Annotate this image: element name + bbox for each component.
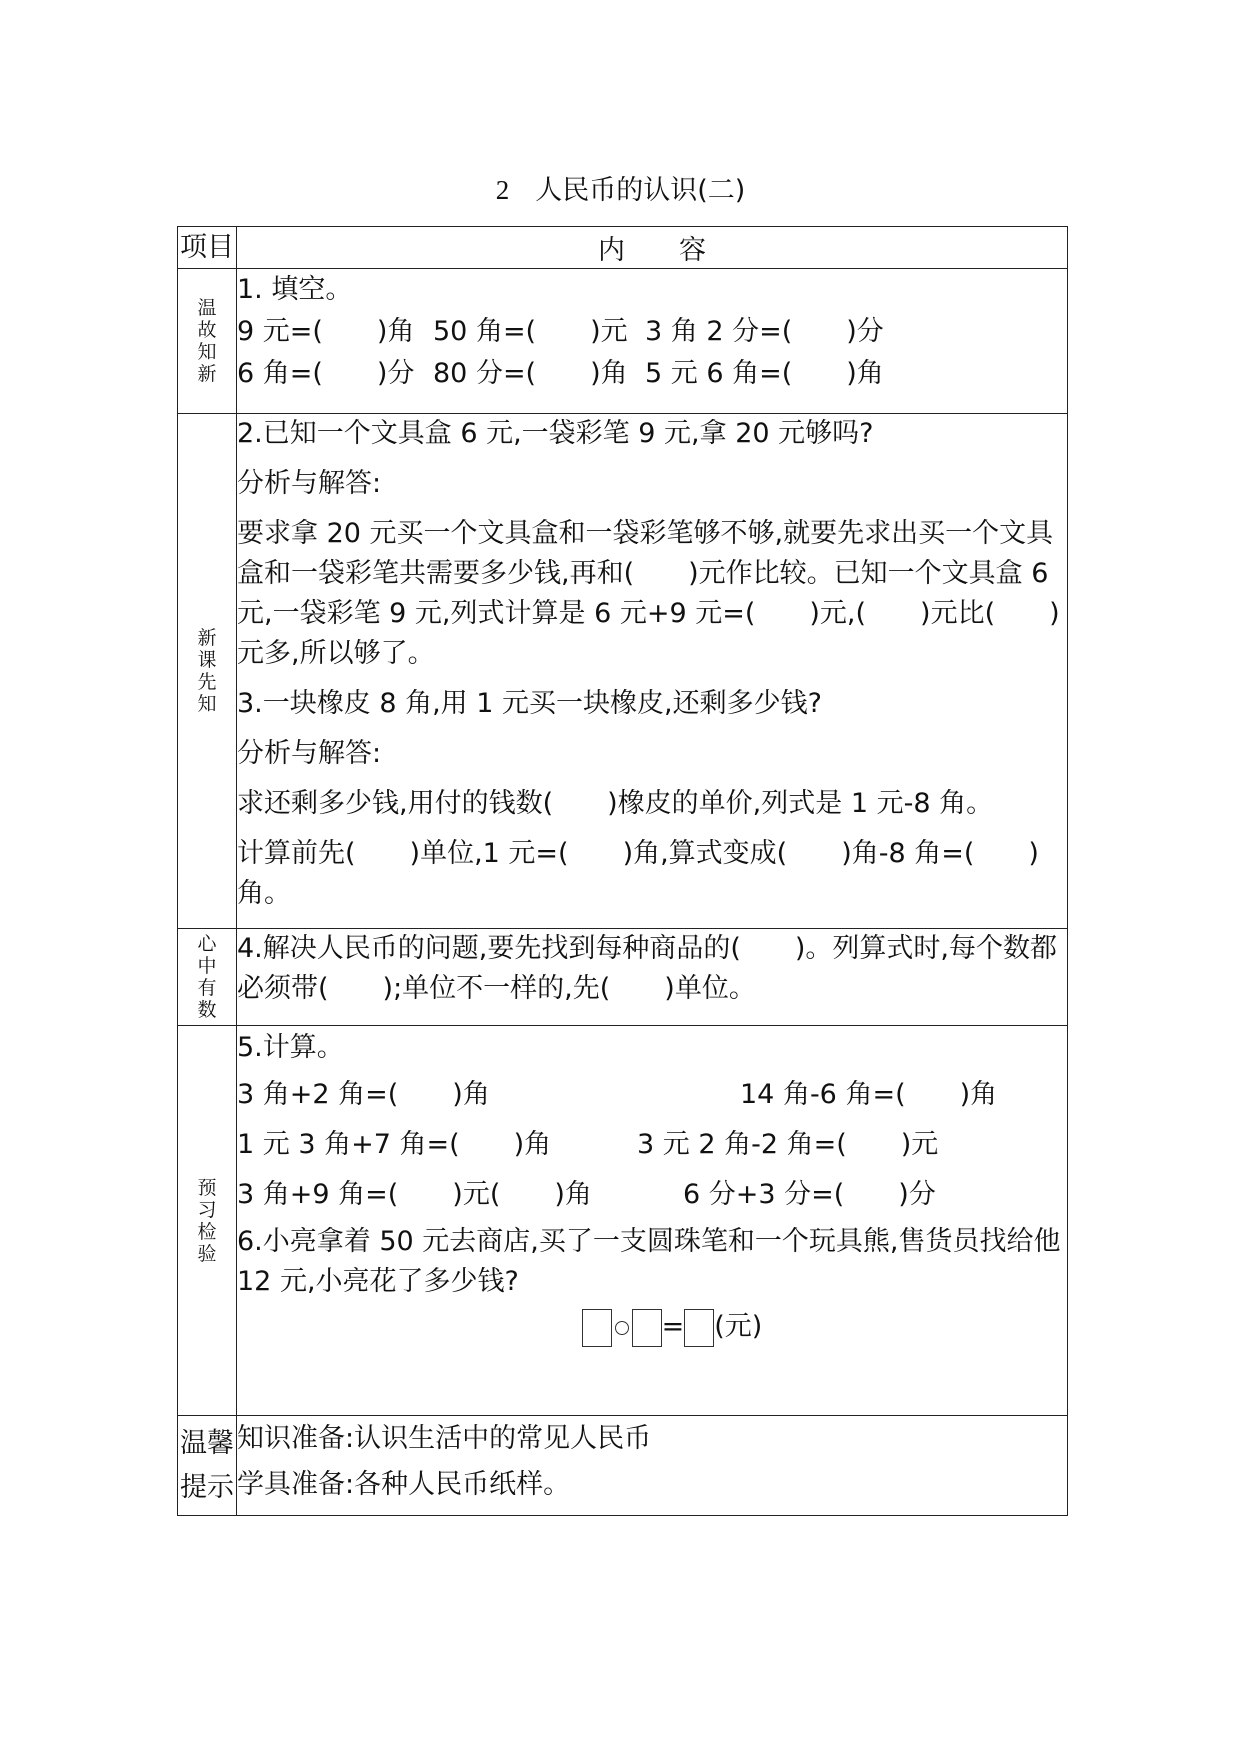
fill-item: 9 元=( )角 bbox=[237, 316, 415, 347]
section-tips bbox=[178, 1416, 1068, 1516]
header-col-item: 项目 bbox=[178, 227, 237, 269]
calc-item: 14 角-6 角=( )角 bbox=[740, 1079, 998, 1110]
calc-row-1 bbox=[237, 1070, 1067, 1120]
question-1: 1. 填空。 bbox=[237, 274, 353, 305]
analysis-heading: 分析与解答: bbox=[237, 738, 382, 769]
calc-row-3 bbox=[237, 1170, 1067, 1220]
fill-item: 80 分=( )角 bbox=[433, 358, 628, 389]
worksheet-table bbox=[177, 226, 1068, 1516]
calc-row-2 bbox=[237, 1120, 1067, 1170]
fill-item: 5 元 6 角=( )角 bbox=[645, 358, 884, 389]
header-row bbox=[178, 227, 1068, 269]
question-3-line-1: 求还剩多少钱,用付的钱数( )橡皮的单价,列式是 1 元-8 角。 bbox=[237, 788, 994, 819]
answer-formula bbox=[237, 1302, 1067, 1352]
header-col-content: 内 容 bbox=[237, 227, 1068, 269]
section-content-preview bbox=[237, 414, 1068, 929]
question-3: 3.一块橡皮 8 角,用 1 元买一块橡皮,还剩多少钱? bbox=[237, 688, 822, 719]
question-2-text: 要求拿 20 元买一个文具盒和一袋彩笔够不够,就要先求出买一个文具盒和一袋彩笔共需要多少钱,再和( )元作比较。已知一个文具盒 6 元,一袋彩笔 9 元,列式计算是 6 元+9 元=( )元,( )元比( )元多,所以够了。 bbox=[237, 518, 1060, 669]
answer-box[interactable] bbox=[684, 1309, 714, 1347]
fill-item: 3 角 2 分=( )分 bbox=[645, 316, 884, 347]
tips-line-1: 知识准备:认识生活中的常见人民币 bbox=[237, 1423, 652, 1454]
equals-sign: = bbox=[661, 1311, 685, 1342]
answer-box[interactable] bbox=[582, 1309, 612, 1347]
section-content-check bbox=[237, 1026, 1068, 1416]
question-2: 2.已知一个文具盒 6 元,一袋彩笔 9 元,拿 20 元够吗? bbox=[237, 418, 874, 449]
question-5: 5.计算。 bbox=[237, 1032, 344, 1063]
section-label-check: 预习检验 bbox=[178, 1026, 237, 1416]
section-mind bbox=[178, 929, 1068, 1026]
calc-item: 3 角+2 角=( )角 bbox=[237, 1079, 490, 1110]
section-preview bbox=[178, 414, 1068, 929]
fill-item: 6 角=( )分 bbox=[237, 358, 415, 389]
fill-item: 50 角=( )元 bbox=[433, 316, 628, 347]
page-title bbox=[0, 168, 1241, 207]
formula-unit: (元) bbox=[714, 1311, 763, 1342]
analysis-heading: 分析与解答: bbox=[237, 468, 382, 499]
tips-label-line1: 温馨 bbox=[180, 1427, 234, 1459]
tips-label-line2: 提示 bbox=[180, 1471, 234, 1503]
section-label-preview: 新课先知 bbox=[178, 414, 237, 929]
calc-item: 3 元 2 角-2 角=( )元 bbox=[637, 1129, 939, 1160]
fill-row-2 bbox=[237, 353, 1067, 395]
calc-item: 1 元 3 角+7 角=( )角 bbox=[237, 1129, 552, 1160]
calc-item: 6 分+3 分=( )分 bbox=[683, 1179, 936, 1210]
tips-line-2: 学具准备:各种人民币纸样。 bbox=[237, 1469, 571, 1500]
section-check bbox=[178, 1026, 1068, 1416]
question-6: 6.小亮拿着 50 元去商店,买了一支圆珠笔和一个玩具熊,售货员找给他 12 元,小亮花了多少钱? bbox=[237, 1226, 1061, 1297]
section-label-tips bbox=[178, 1416, 237, 1516]
question-3-line-2: 计算前先( )单位,1 元=( )角,算式变成( )角-8 角=( )角。 bbox=[237, 838, 1039, 909]
section-content-mind bbox=[237, 929, 1068, 1026]
operator-circle[interactable] bbox=[615, 1321, 629, 1335]
section-content-tips bbox=[237, 1416, 1068, 1516]
section-label-review: 温故知新 bbox=[178, 269, 237, 414]
section-content-review bbox=[237, 269, 1068, 414]
question-4: 4.解决人民币的问题,要先找到每种商品的( )。列算式时,每个数都必须带( );单位不一样的,先( )单位。 bbox=[237, 933, 1057, 1004]
fill-row-1 bbox=[237, 311, 1067, 353]
title-number: 2 bbox=[495, 175, 510, 205]
section-review bbox=[178, 269, 1068, 414]
calc-item: 3 角+9 角=( )元( )角 bbox=[237, 1179, 592, 1210]
section-label-mind: 心中有数 bbox=[178, 929, 237, 1026]
title-text: 人民币的认识(二) bbox=[535, 175, 746, 206]
answer-box[interactable] bbox=[632, 1309, 662, 1347]
